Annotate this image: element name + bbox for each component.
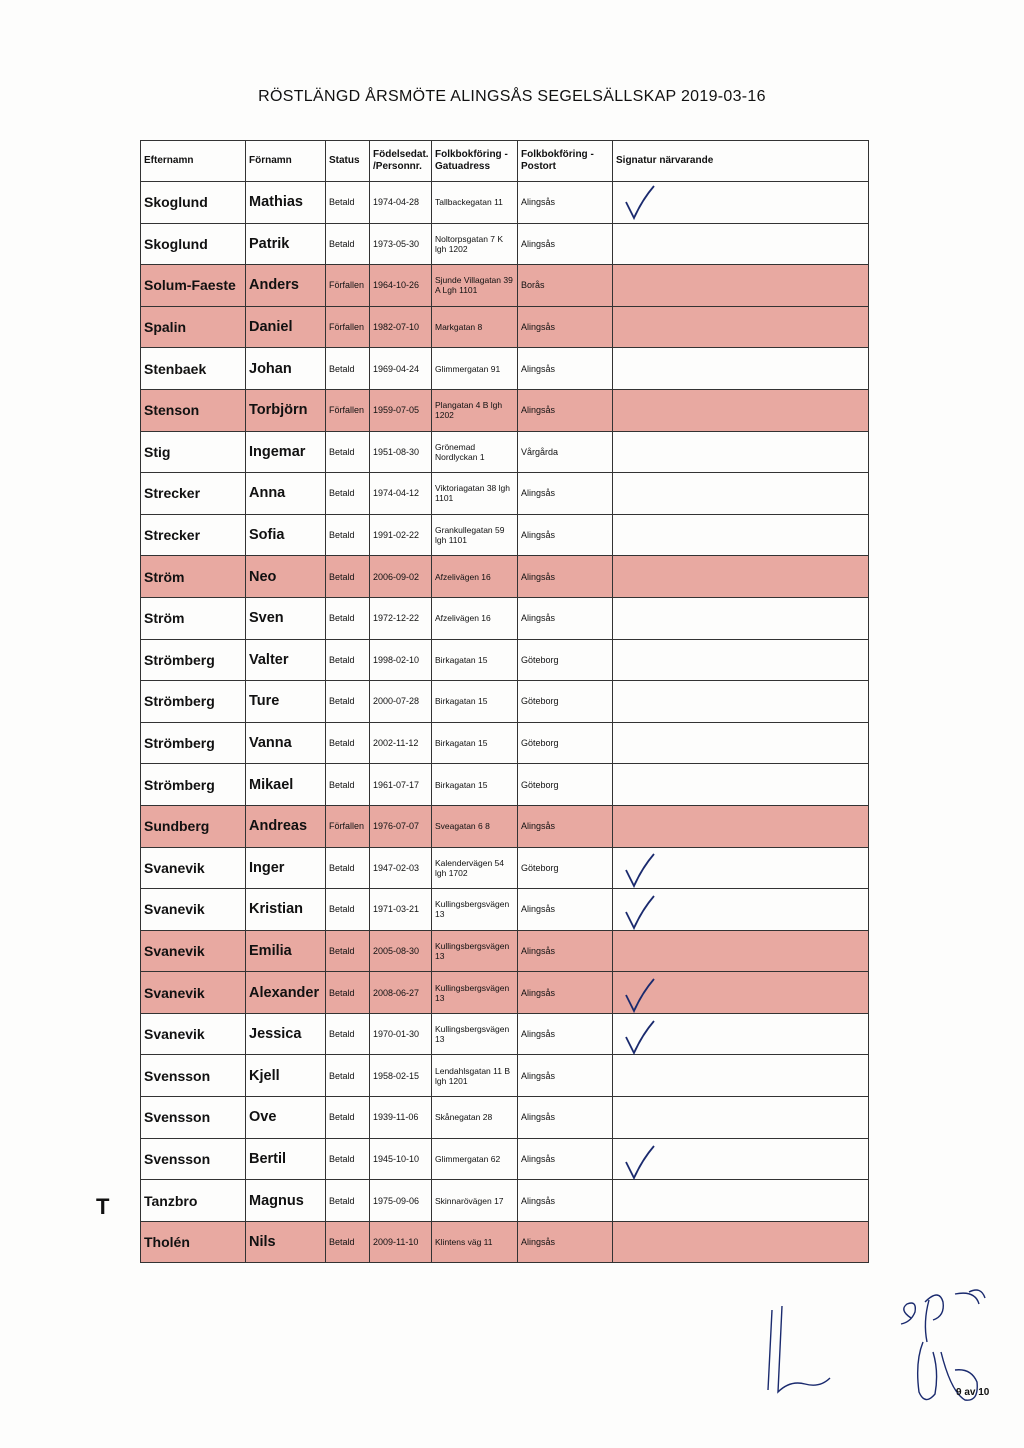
city-cell: Alingsås bbox=[518, 473, 613, 515]
city-cell: Alingsås bbox=[518, 1180, 613, 1222]
table-row bbox=[141, 889, 869, 931]
city-cell: Alingsås bbox=[518, 306, 613, 348]
city-cell: Alingsås bbox=[518, 389, 613, 431]
table-row bbox=[141, 1097, 869, 1139]
street-cell: Plangatan 4 B lgh 1202 bbox=[432, 389, 518, 431]
voter-roll-table bbox=[140, 140, 869, 1263]
street-cell: Birkagatan 15 bbox=[432, 764, 518, 806]
status-cell: Betald bbox=[326, 223, 370, 265]
firstname-cell: Sofia bbox=[246, 514, 326, 556]
checkmark-icon bbox=[620, 1017, 660, 1057]
street-cell: Markgatan 8 bbox=[432, 306, 518, 348]
col-header-lastname: Efternamn bbox=[141, 141, 246, 182]
birthdate-cell: 1991-02-22 bbox=[370, 514, 432, 556]
firstname-cell: Sven bbox=[246, 597, 326, 639]
city-cell: Alingsås bbox=[518, 1097, 613, 1139]
table-row bbox=[141, 223, 869, 265]
street-cell: Kullingsbergsvägen 13 bbox=[432, 930, 518, 972]
firstname-cell: Anna bbox=[246, 473, 326, 515]
status-cell: Betald bbox=[326, 556, 370, 598]
status-cell: Betald bbox=[326, 889, 370, 931]
city-cell: Alingsås bbox=[518, 930, 613, 972]
firstname-cell: Mikael bbox=[246, 764, 326, 806]
lastname-cell: Strömberg bbox=[141, 764, 246, 806]
street-cell: Kalendervägen 54 lgh 1702 bbox=[432, 847, 518, 889]
table-row bbox=[141, 514, 869, 556]
table-row bbox=[141, 764, 869, 806]
checkmark-icon bbox=[620, 1142, 660, 1182]
birthdate-cell: 2002-11-12 bbox=[370, 722, 432, 764]
street-cell: Grönemad Nordlyckan 1 bbox=[432, 431, 518, 473]
birthdate-cell: 1998-02-10 bbox=[370, 639, 432, 681]
margin-letter: T bbox=[96, 1194, 110, 1219]
signature-cell bbox=[613, 1180, 869, 1222]
status-cell: Betald bbox=[326, 1097, 370, 1139]
table-row bbox=[141, 389, 869, 431]
col-header-status: Status bbox=[326, 141, 370, 182]
birthdate-cell: 1975-09-06 bbox=[370, 1180, 432, 1222]
city-cell: Alingsås bbox=[518, 889, 613, 931]
signature-cell bbox=[613, 930, 869, 972]
status-cell: Betald bbox=[326, 764, 370, 806]
street-cell: Sveagatan 6 8 bbox=[432, 805, 518, 847]
birthdate-cell: 1973-05-30 bbox=[370, 223, 432, 265]
signature-cell bbox=[613, 514, 869, 556]
birthdate-cell: 1958-02-15 bbox=[370, 1055, 432, 1097]
table-row bbox=[141, 1221, 869, 1263]
street-cell: Kullingsbergsvägen 13 bbox=[432, 972, 518, 1014]
firstname-cell: Kristian bbox=[246, 889, 326, 931]
status-cell: Betald bbox=[326, 722, 370, 764]
status-cell: Betald bbox=[326, 639, 370, 681]
lastname-cell: Strecker bbox=[141, 473, 246, 515]
col-header-city: Folkbokföring - Postort bbox=[518, 141, 613, 182]
birthdate-cell: 1951-08-30 bbox=[370, 431, 432, 473]
col-header-birthdate: Födelsedat. /Personnr. bbox=[370, 141, 432, 182]
lastname-cell: Stig bbox=[141, 431, 246, 473]
street-cell: Birkagatan 15 bbox=[432, 722, 518, 764]
status-cell: Förfallen bbox=[326, 389, 370, 431]
checkmark-icon bbox=[620, 850, 660, 890]
street-cell: Klintens väg 11 bbox=[432, 1221, 518, 1263]
lastname-cell: Strecker bbox=[141, 514, 246, 556]
street-cell: Lendahlsgatan 11 B lgh 1201 bbox=[432, 1055, 518, 1097]
street-cell: Afzelivägen 16 bbox=[432, 556, 518, 598]
lastname-cell: Svensson bbox=[141, 1097, 246, 1139]
lastname-cell: Svensson bbox=[141, 1055, 246, 1097]
table-row bbox=[141, 681, 869, 723]
firstname-cell: Bertil bbox=[246, 1138, 326, 1180]
firstname-cell: Alexander bbox=[246, 972, 326, 1014]
signature-cell bbox=[613, 805, 869, 847]
lastname-cell: Solum-Faeste bbox=[141, 265, 246, 307]
birthdate-cell: 1939-11-06 bbox=[370, 1097, 432, 1139]
lastname-cell: Sundberg bbox=[141, 805, 246, 847]
table-row bbox=[141, 306, 869, 348]
signature-cell bbox=[613, 764, 869, 806]
birthdate-cell: 1945-10-10 bbox=[370, 1138, 432, 1180]
status-cell: Betald bbox=[326, 473, 370, 515]
city-cell: Vårgårda bbox=[518, 431, 613, 473]
table-row bbox=[141, 348, 869, 390]
lastname-cell: Spalin bbox=[141, 306, 246, 348]
street-cell: Skånegatan 28 bbox=[432, 1097, 518, 1139]
city-cell: Alingsås bbox=[518, 1221, 613, 1263]
firstname-cell: Ingemar bbox=[246, 431, 326, 473]
city-cell: Alingsås bbox=[518, 597, 613, 639]
signature-cell bbox=[613, 348, 869, 390]
birthdate-cell: 1976-07-07 bbox=[370, 805, 432, 847]
table-row bbox=[141, 1180, 869, 1222]
city-cell: Alingsås bbox=[518, 1138, 613, 1180]
firstname-cell: Vanna bbox=[246, 722, 326, 764]
birthdate-cell: 2009-11-10 bbox=[370, 1221, 432, 1263]
birthdate-cell: 1972-12-22 bbox=[370, 597, 432, 639]
checkmark-icon bbox=[620, 892, 660, 932]
birthdate-cell: 1970-01-30 bbox=[370, 1013, 432, 1055]
lastname-cell: Svanevik bbox=[141, 972, 246, 1014]
lastname-cell: Ström bbox=[141, 556, 246, 598]
street-cell: Kullingsbergsvägen 13 bbox=[432, 889, 518, 931]
firstname-cell: Magnus bbox=[246, 1180, 326, 1222]
firstname-cell: Valter bbox=[246, 639, 326, 681]
city-cell: Alingsås bbox=[518, 805, 613, 847]
table-row bbox=[141, 847, 869, 889]
table-row bbox=[141, 182, 869, 224]
birthdate-cell: 2006-09-02 bbox=[370, 556, 432, 598]
city-cell: Göteborg bbox=[518, 681, 613, 723]
signature-cell bbox=[613, 597, 869, 639]
status-cell: Betald bbox=[326, 182, 370, 224]
birthdate-cell: 1961-07-17 bbox=[370, 764, 432, 806]
birthdate-cell: 1947-02-03 bbox=[370, 847, 432, 889]
signature-cell bbox=[613, 223, 869, 265]
firstname-cell: Inger bbox=[246, 847, 326, 889]
table-row bbox=[141, 597, 869, 639]
birthdate-cell: 1959-07-05 bbox=[370, 389, 432, 431]
city-cell: Alingsås bbox=[518, 556, 613, 598]
lastname-cell: Svanevik bbox=[141, 889, 246, 931]
birthdate-cell: 1974-04-28 bbox=[370, 182, 432, 224]
table-row bbox=[141, 722, 869, 764]
lastname-cell: Svanevik bbox=[141, 930, 246, 972]
status-cell: Betald bbox=[326, 1055, 370, 1097]
firstname-cell: Mathias bbox=[246, 182, 326, 224]
birthdate-cell: 2000-07-28 bbox=[370, 681, 432, 723]
lastname-cell: Strömberg bbox=[141, 639, 246, 681]
city-cell: Göteborg bbox=[518, 639, 613, 681]
city-cell: Borås bbox=[518, 265, 613, 307]
street-cell: Glimmergatan 91 bbox=[432, 348, 518, 390]
col-header-signature: Signatur närvarande bbox=[613, 141, 869, 182]
firstname-cell: Andreas bbox=[246, 805, 326, 847]
lastname-cell: Tanzbro bbox=[141, 1180, 246, 1222]
city-cell: Alingsås bbox=[518, 182, 613, 224]
firstname-cell: Ove bbox=[246, 1097, 326, 1139]
city-cell: Alingsås bbox=[518, 972, 613, 1014]
lastname-cell: Svanevik bbox=[141, 847, 246, 889]
signature-cell bbox=[613, 431, 869, 473]
street-cell: Afzelivägen 16 bbox=[432, 597, 518, 639]
city-cell: Göteborg bbox=[518, 764, 613, 806]
header-row bbox=[141, 141, 869, 182]
lastname-cell: Svanevik bbox=[141, 1013, 246, 1055]
lastname-cell: Ström bbox=[141, 597, 246, 639]
city-cell: Göteborg bbox=[518, 722, 613, 764]
status-cell: Betald bbox=[326, 597, 370, 639]
street-cell: Birkagatan 15 bbox=[432, 681, 518, 723]
firstname-cell: Ture bbox=[246, 681, 326, 723]
signature-cell bbox=[613, 681, 869, 723]
signature-cell bbox=[613, 1221, 869, 1263]
street-cell: Glimmergatan 62 bbox=[432, 1138, 518, 1180]
signature-cell bbox=[613, 1097, 869, 1139]
status-cell: Betald bbox=[326, 1138, 370, 1180]
table-row bbox=[141, 805, 869, 847]
firstname-cell: Nils bbox=[246, 1221, 326, 1263]
firstname-cell: Jessica bbox=[246, 1013, 326, 1055]
status-cell: Betald bbox=[326, 431, 370, 473]
status-cell: Betald bbox=[326, 930, 370, 972]
city-cell: Alingsås bbox=[518, 223, 613, 265]
firstname-cell: Daniel bbox=[246, 306, 326, 348]
street-cell: Noltorpsgatan 7 K lgh 1202 bbox=[432, 223, 518, 265]
status-cell: Förfallen bbox=[326, 306, 370, 348]
lastname-cell: Skoglund bbox=[141, 182, 246, 224]
status-cell: Betald bbox=[326, 1221, 370, 1263]
firstname-cell: Patrik bbox=[246, 223, 326, 265]
status-cell: Betald bbox=[326, 972, 370, 1014]
table-row bbox=[141, 1013, 869, 1055]
table-row bbox=[141, 556, 869, 598]
lastname-cell: Stenson bbox=[141, 389, 246, 431]
signature-cell bbox=[613, 1055, 869, 1097]
table-row bbox=[141, 1138, 869, 1180]
lastname-cell: Stenbaek bbox=[141, 348, 246, 390]
lastname-cell: Skoglund bbox=[141, 223, 246, 265]
city-cell: Alingsås bbox=[518, 1013, 613, 1055]
street-cell: Skinnarövägen 17 bbox=[432, 1180, 518, 1222]
firstname-cell: Torbjörn bbox=[246, 389, 326, 431]
street-cell: Grankullegatan 59 lgh 1101 bbox=[432, 514, 518, 556]
birthdate-cell: 2005-08-30 bbox=[370, 930, 432, 972]
status-cell: Betald bbox=[326, 514, 370, 556]
status-cell: Betald bbox=[326, 348, 370, 390]
signature-cell bbox=[613, 265, 869, 307]
city-cell: Alingsås bbox=[518, 348, 613, 390]
birthdate-cell: 1969-04-24 bbox=[370, 348, 432, 390]
street-cell: Tallbackegatan 11 bbox=[432, 182, 518, 224]
lastname-cell: Svensson bbox=[141, 1138, 246, 1180]
firstname-cell: Anders bbox=[246, 265, 326, 307]
birthdate-cell: 2008-06-27 bbox=[370, 972, 432, 1014]
status-cell: Betald bbox=[326, 1180, 370, 1222]
status-cell: Betald bbox=[326, 847, 370, 889]
signature-cell bbox=[613, 556, 869, 598]
birthdate-cell: 1971-03-21 bbox=[370, 889, 432, 931]
table-row bbox=[141, 639, 869, 681]
table-row bbox=[141, 972, 869, 1014]
signature-cell bbox=[613, 306, 869, 348]
city-cell: Alingsås bbox=[518, 514, 613, 556]
checkmark-icon bbox=[620, 182, 660, 222]
birthdate-cell: 1974-04-12 bbox=[370, 473, 432, 515]
lastname-cell: Strömberg bbox=[141, 681, 246, 723]
firstname-cell: Johan bbox=[246, 348, 326, 390]
status-cell: Betald bbox=[326, 1013, 370, 1055]
table-row bbox=[141, 1055, 869, 1097]
col-header-firstname: Förnamn bbox=[246, 141, 326, 182]
street-cell: Sjunde Villagatan 39 A Lgh 1101 bbox=[432, 265, 518, 307]
status-cell: Förfallen bbox=[326, 805, 370, 847]
table-row bbox=[141, 431, 869, 473]
lastname-cell: Strömberg bbox=[141, 722, 246, 764]
status-cell: Betald bbox=[326, 681, 370, 723]
street-cell: Birkagatan 15 bbox=[432, 639, 518, 681]
col-header-street: Folkbokföring - Gatuadress bbox=[432, 141, 518, 182]
page-number: 9 av 10 bbox=[956, 1387, 990, 1398]
checkmark-icon bbox=[620, 975, 660, 1015]
firstname-cell: Neo bbox=[246, 556, 326, 598]
signature-cell bbox=[613, 639, 869, 681]
firstname-cell: Emilia bbox=[246, 930, 326, 972]
status-cell: Förfallen bbox=[326, 265, 370, 307]
birthdate-cell: 1982-07-10 bbox=[370, 306, 432, 348]
birthdate-cell: 1964-10-26 bbox=[370, 265, 432, 307]
city-cell: Alingsås bbox=[518, 1055, 613, 1097]
signature-cell bbox=[613, 722, 869, 764]
table-row bbox=[141, 473, 869, 515]
page-title: RÖSTLÄNGD ÅRSMÖTE ALINGSÅS SEGELSÄLLSKAP 2019-03-16 bbox=[258, 88, 766, 105]
table-row bbox=[141, 265, 869, 307]
signature-cell bbox=[613, 389, 869, 431]
signature-1 bbox=[760, 1300, 840, 1400]
firstname-cell: Kjell bbox=[246, 1055, 326, 1097]
city-cell: Göteborg bbox=[518, 847, 613, 889]
table-row bbox=[141, 930, 869, 972]
signature-cell bbox=[613, 473, 869, 515]
street-cell: Kullingsbergsvägen 13 bbox=[432, 1013, 518, 1055]
street-cell: Viktoriagatan 38 lgh 1101 bbox=[432, 473, 518, 515]
lastname-cell: Tholén bbox=[141, 1221, 246, 1263]
